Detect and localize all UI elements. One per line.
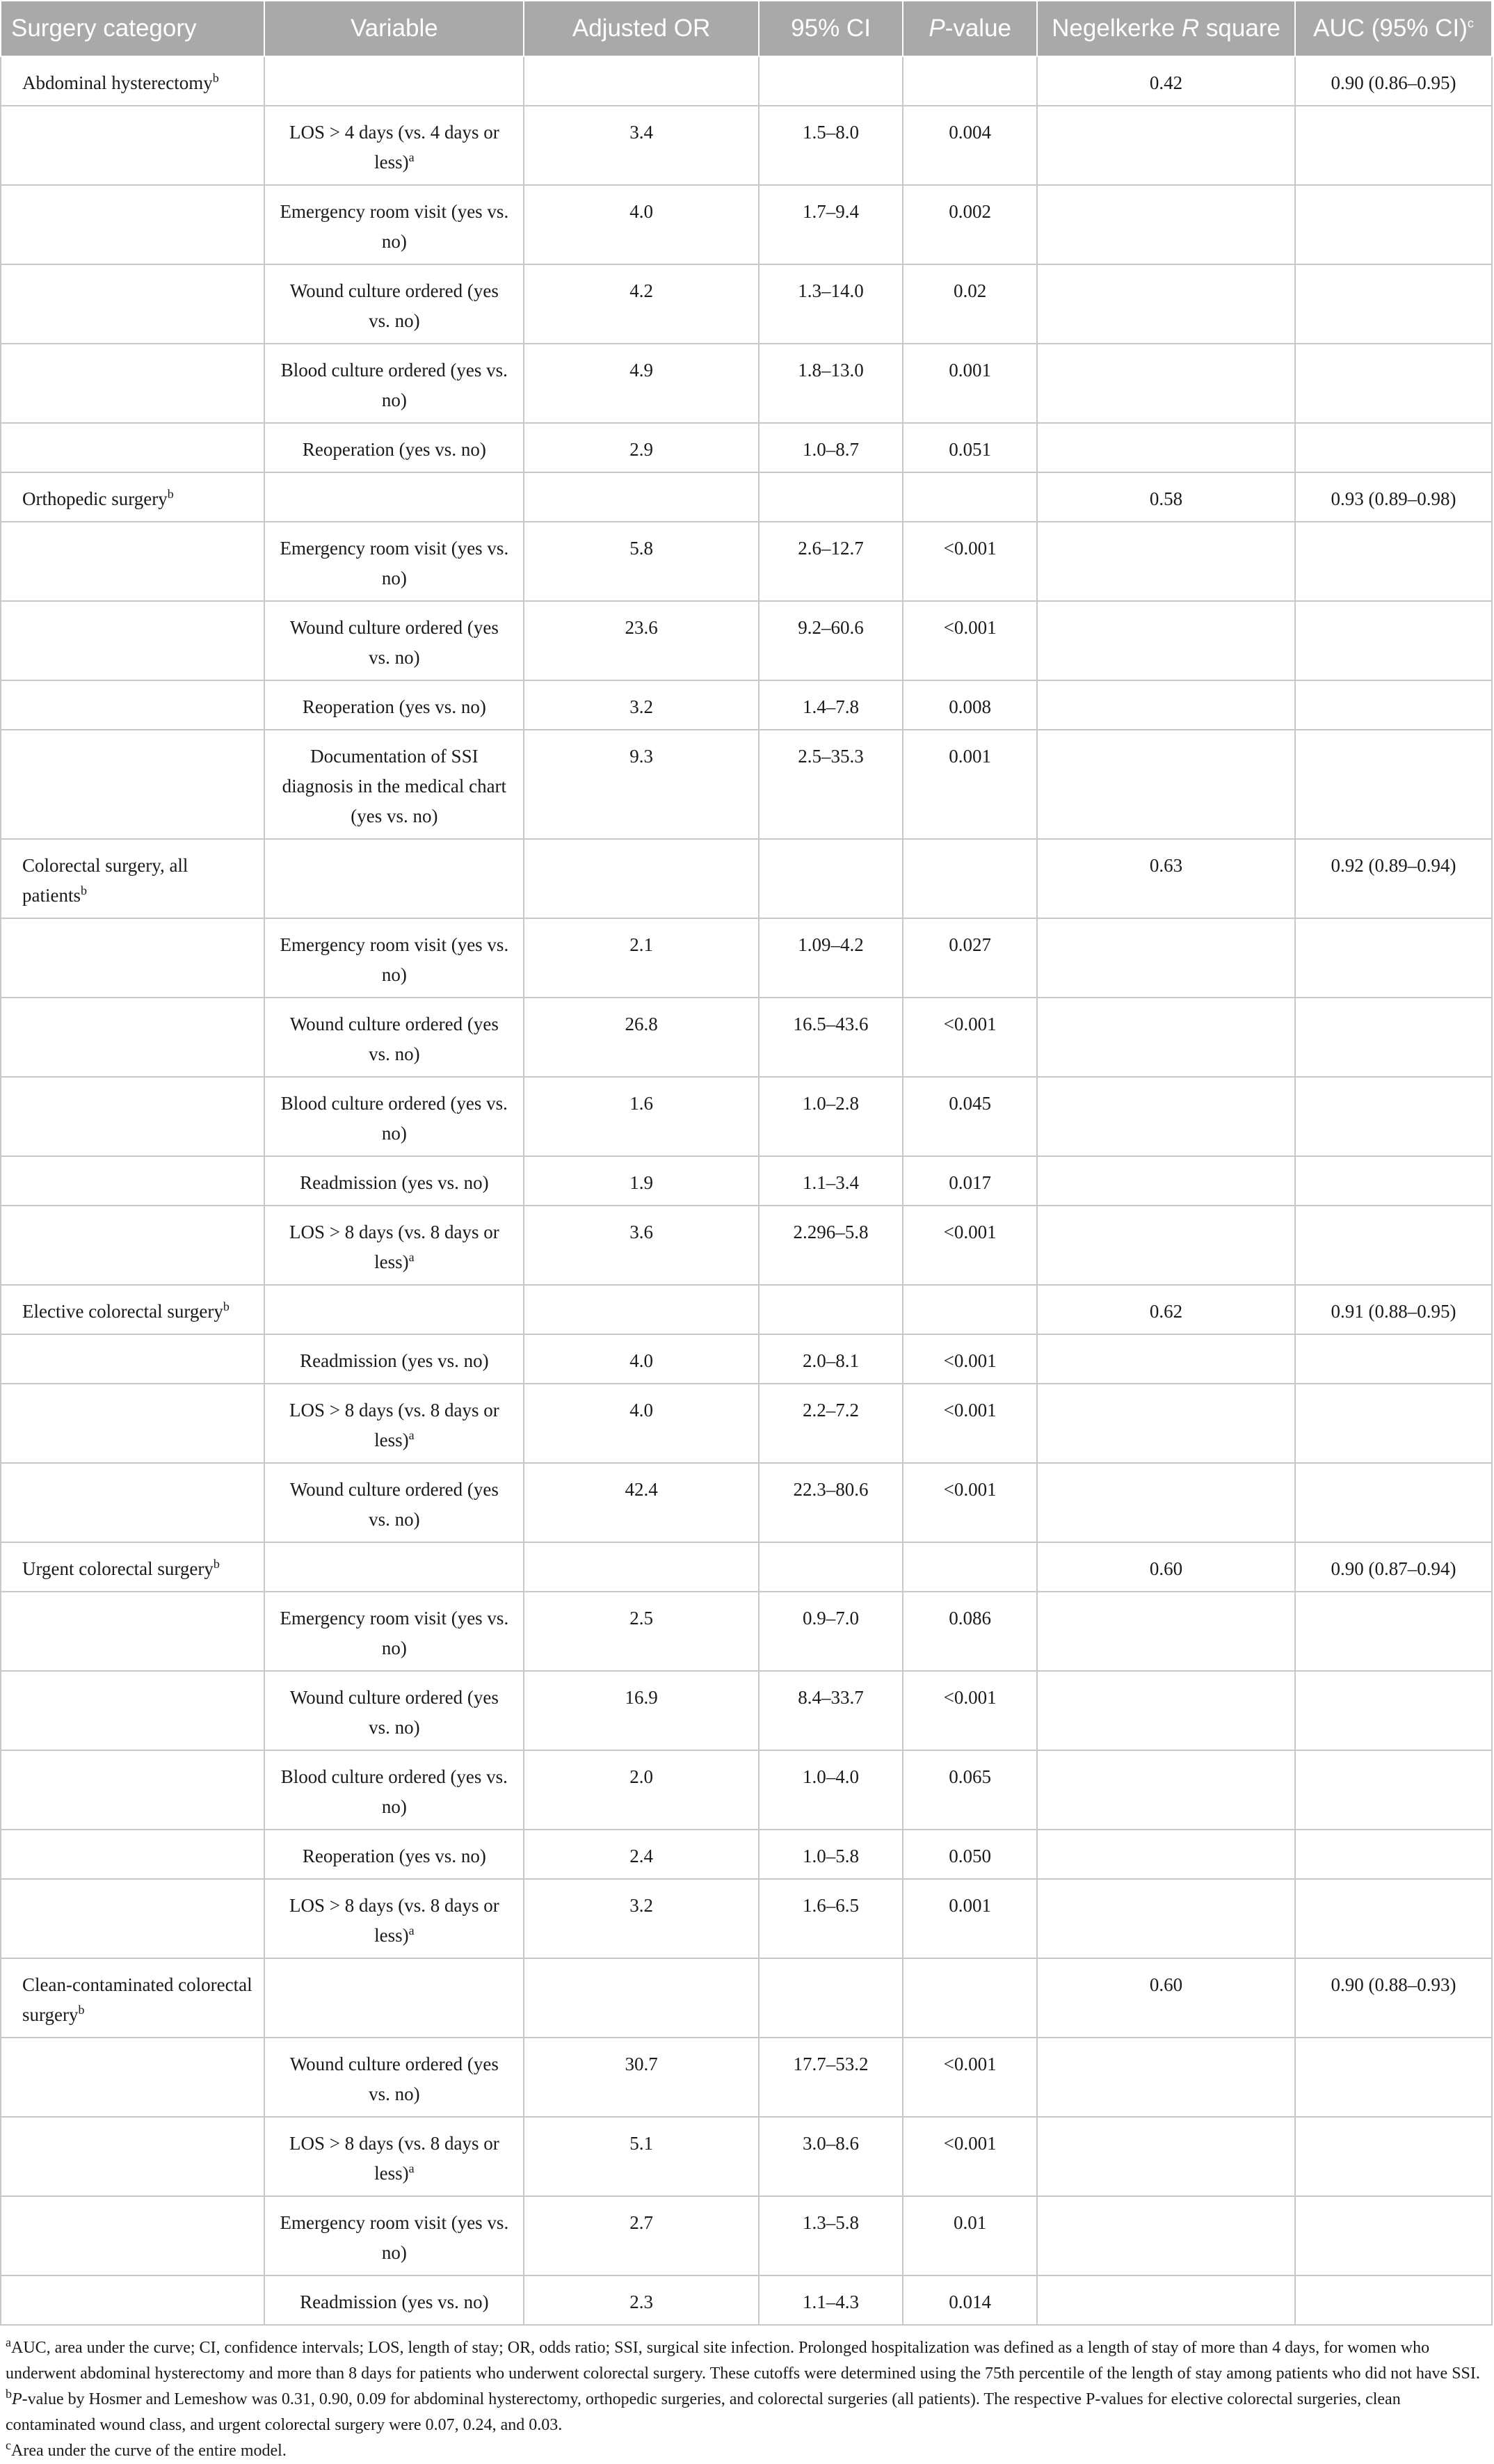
table-row <box>1 680 1492 730</box>
ci-cell: 1.5–8.0 <box>759 106 903 185</box>
empty-cell <box>1 1206 264 1285</box>
empty-cell <box>1 423 264 472</box>
p-value-cell: <0.001 <box>903 1671 1037 1750</box>
empty-cell <box>1295 106 1492 185</box>
adjusted-or-cell: 30.7 <box>524 2038 758 2117</box>
table-row <box>1 1384 1492 1463</box>
empty-cell <box>1037 1671 1295 1750</box>
ci-cell: 8.4–33.7 <box>759 1671 903 1750</box>
category-row <box>1 1958 1492 2038</box>
adjusted-or-cell: 3.2 <box>524 1879 758 1958</box>
adjusted-or-cell: 3.2 <box>524 680 758 730</box>
empty-cell <box>1 1750 264 1830</box>
table-row <box>1 918 1492 998</box>
adjusted-or-cell: 9.3 <box>524 730 758 839</box>
empty-cell <box>1295 2038 1492 2117</box>
variable-cell: Blood culture ordered (yes vs. no) <box>264 344 524 423</box>
p-value-cell: 0.051 <box>903 423 1037 472</box>
empty-cell <box>1 1879 264 1958</box>
r-square-cell: 0.60 <box>1037 1542 1295 1592</box>
p-value-cell: <0.001 <box>903 1334 1037 1384</box>
variable-cell: Emergency room visit (yes vs. no) <box>264 1592 524 1671</box>
table-body <box>1 56 1492 2325</box>
empty-cell <box>1295 1592 1492 1671</box>
r-square-cell: 0.63 <box>1037 839 1295 918</box>
empty-cell <box>1295 1830 1492 1879</box>
ci-cell: 17.7–53.2 <box>759 2038 903 2117</box>
header-auc: AUC (95% CI)$^c$ <box>1295 1 1492 56</box>
surgery-category-cell: Elective colorectal surgery$^b$ <box>1 1285 264 1334</box>
variable-cell: Documentation of SSI diagnosis in the medical chart (yes vs. no) <box>264 730 524 839</box>
empty-cell <box>1295 264 1492 344</box>
auc-cell: 0.90 (0.88–0.93) <box>1295 1958 1492 2038</box>
empty-cell <box>1295 1334 1492 1384</box>
p-value-cell: 0.001 <box>903 730 1037 839</box>
p-value-cell: 0.001 <box>903 344 1037 423</box>
p-value-cell: 0.02 <box>903 264 1037 344</box>
adjusted-or-cell: 4.0 <box>524 185 758 264</box>
table-row <box>1 1206 1492 1285</box>
empty-cell <box>1 918 264 998</box>
ci-cell: 1.1–4.3 <box>759 2275 903 2325</box>
p-value-cell: <0.001 <box>903 998 1037 1077</box>
empty-cell <box>1037 1879 1295 1958</box>
auc-cell: 0.93 (0.89–0.98) <box>1295 472 1492 522</box>
category-row <box>1 56 1492 106</box>
table-row <box>1 1879 1492 1958</box>
empty-cell <box>759 472 903 522</box>
variable-cell: Wound culture ordered (yes vs. no) <box>264 601 524 680</box>
variable-cell: Wound culture ordered (yes vs. no) <box>264 264 524 344</box>
table-row <box>1 730 1492 839</box>
ci-cell: 2.6–12.7 <box>759 522 903 601</box>
empty-cell <box>524 839 758 918</box>
table-row <box>1 2196 1492 2275</box>
p-value-cell: <0.001 <box>903 1384 1037 1463</box>
table-row <box>1 601 1492 680</box>
empty-cell <box>1037 1463 1295 1542</box>
header-p-value: P-value <box>903 1 1037 56</box>
adjusted-or-cell: 2.9 <box>524 423 758 472</box>
table-row <box>1 522 1492 601</box>
p-value-cell: <0.001 <box>903 601 1037 680</box>
empty-cell <box>1295 423 1492 472</box>
p-value-cell: <0.001 <box>903 2038 1037 2117</box>
header-variable: Variable <box>264 1 524 56</box>
empty-cell <box>1295 1206 1492 1285</box>
adjusted-or-cell: 23.6 <box>524 601 758 680</box>
table-row <box>1 1830 1492 1879</box>
empty-cell <box>1295 680 1492 730</box>
empty-cell <box>1037 2275 1295 2325</box>
empty-cell <box>1295 1384 1492 1463</box>
ci-cell: 2.2–7.2 <box>759 1384 903 1463</box>
empty-cell <box>1 344 264 423</box>
empty-cell <box>1 1830 264 1879</box>
ci-cell: 1.3–5.8 <box>759 2196 903 2275</box>
empty-cell <box>524 56 758 106</box>
empty-cell <box>1295 2196 1492 2275</box>
empty-cell <box>1037 522 1295 601</box>
variable-cell: Readmission (yes vs. no) <box>264 1156 524 1206</box>
auc-cell: 0.92 (0.89–0.94) <box>1295 839 1492 918</box>
empty-cell <box>1295 601 1492 680</box>
empty-cell <box>1 264 264 344</box>
ci-cell: 1.1–3.4 <box>759 1156 903 1206</box>
r-square-cell: 0.58 <box>1037 472 1295 522</box>
adjusted-or-cell: 2.1 <box>524 918 758 998</box>
ci-cell: 2.0–8.1 <box>759 1334 903 1384</box>
variable-cell: Wound culture ordered (yes vs. no) <box>264 2038 524 2117</box>
empty-cell <box>1 106 264 185</box>
empty-cell <box>1037 1830 1295 1879</box>
empty-cell <box>903 1958 1037 2038</box>
ci-cell: 1.0–8.7 <box>759 423 903 472</box>
ci-cell: 1.0–4.0 <box>759 1750 903 1830</box>
r-square-cell: 0.62 <box>1037 1285 1295 1334</box>
empty-cell <box>1295 1879 1492 1958</box>
empty-cell <box>1 601 264 680</box>
variable-cell: Wound culture ordered (yes vs. no) <box>264 998 524 1077</box>
p-value-cell: 0.002 <box>903 185 1037 264</box>
empty-cell <box>903 56 1037 106</box>
empty-cell <box>1 998 264 1077</box>
category-row <box>1 1285 1492 1334</box>
empty-cell <box>903 839 1037 918</box>
variable-cell: LOS > 8 days (vs. 8 days or less)$^a$ <box>264 1206 524 1285</box>
ci-cell: 0.9–7.0 <box>759 1592 903 1671</box>
empty-cell <box>1295 1463 1492 1542</box>
footnote-b: $^b$P-value by Hosmer and Lemeshow was 0.31, 0.90, 0.09 for abdominal hysterectomy, orthopedic surgeries, and colorectal surgeries (all patients). The respective P-values for elective colorectal surgeries, clean contaminated wound class, and urgent colorectal surgery were 0.07, 0.24, and 0.03. <box>6 2387 1401 2434</box>
variable-cell: Emergency room visit (yes vs. no) <box>264 522 524 601</box>
table-row <box>1 344 1492 423</box>
empty-cell <box>1 1592 264 1671</box>
empty-cell <box>1 185 264 264</box>
auc-cell: 0.90 (0.87–0.94) <box>1295 1542 1492 1592</box>
empty-cell <box>1295 1156 1492 1206</box>
empty-cell <box>264 1958 524 2038</box>
p-value-cell: <0.001 <box>903 2117 1037 2196</box>
variable-cell: LOS > 8 days (vs. 8 days or less)$^a$ <box>264 1879 524 1958</box>
empty-cell <box>264 1285 524 1334</box>
category-row <box>1 472 1492 522</box>
empty-cell <box>759 839 903 918</box>
empty-cell <box>1 2117 264 2196</box>
surgery-category-cell: Orthopedic surgery$^b$ <box>1 472 264 522</box>
empty-cell <box>1 1384 264 1463</box>
variable-cell: Readmission (yes vs. no) <box>264 1334 524 1384</box>
adjusted-or-cell: 2.3 <box>524 2275 758 2325</box>
table-row <box>1 1156 1492 1206</box>
ci-cell: 22.3–80.6 <box>759 1463 903 1542</box>
auc-cell: 0.91 (0.88–0.95) <box>1295 1285 1492 1334</box>
p-value-cell: 0.050 <box>903 1830 1037 1879</box>
adjusted-or-cell: 2.4 <box>524 1830 758 1879</box>
empty-cell <box>759 1958 903 2038</box>
empty-cell <box>1 2196 264 2275</box>
ci-cell: 2.296–5.8 <box>759 1206 903 1285</box>
ci-cell: 3.0–8.6 <box>759 2117 903 2196</box>
p-value-cell: 0.01 <box>903 2196 1037 2275</box>
empty-cell <box>1 522 264 601</box>
adjusted-or-cell: 4.9 <box>524 344 758 423</box>
empty-cell <box>1037 1384 1295 1463</box>
variable-cell: Wound culture ordered (yes vs. no) <box>264 1671 524 1750</box>
p-value-cell: 0.008 <box>903 680 1037 730</box>
empty-cell <box>1295 918 1492 998</box>
empty-cell <box>1 680 264 730</box>
ci-cell: 9.2–60.6 <box>759 601 903 680</box>
p-value-cell: 0.027 <box>903 918 1037 998</box>
p-value-cell: <0.001 <box>903 522 1037 601</box>
header-surgery-category: Surgery category <box>1 1 264 56</box>
empty-cell <box>1037 185 1295 264</box>
footnote-a: $^a$AUC, area under the curve; CI, confidence intervals; LOS, length of stay; OR, odds ratio; SSI, surgical site infection. Prolonged hospitalization was defined as a length of stay of more than 4 days, for women who underwent abdominal hysterectomy and more than 8 days for patients who underwent colorectal surgery. These cutoffs were determined using the 75th percentile of the length of stay among patients who did not have SSI. <box>6 2335 1480 2383</box>
header-ci: 95% CI <box>759 1 903 56</box>
empty-cell <box>264 1542 524 1592</box>
variable-cell: LOS > 8 days (vs. 8 days or less)$^a$ <box>264 1384 524 1463</box>
p-value-cell: 0.004 <box>903 106 1037 185</box>
variable-cell: Wound culture ordered (yes vs. no) <box>264 1463 524 1542</box>
empty-cell <box>264 839 524 918</box>
table-row <box>1 264 1492 344</box>
ci-cell: 1.0–5.8 <box>759 1830 903 1879</box>
variable-cell: Emergency room visit (yes vs. no) <box>264 918 524 998</box>
adjusted-or-cell: 5.1 <box>524 2117 758 2196</box>
empty-cell <box>903 1285 1037 1334</box>
empty-cell <box>1037 680 1295 730</box>
p-value-cell: 0.001 <box>903 1879 1037 1958</box>
empty-cell <box>524 1958 758 2038</box>
adjusted-or-cell: 2.0 <box>524 1750 758 1830</box>
table-row <box>1 185 1492 264</box>
p-value-cell: 0.017 <box>903 1156 1037 1206</box>
empty-cell <box>1037 601 1295 680</box>
variable-cell: LOS > 8 days (vs. 8 days or less)$^a$ <box>264 2117 524 2196</box>
empty-cell <box>264 472 524 522</box>
surgery-category-cell: Clean-contaminated colorectal surgery$^b$ <box>1 1958 264 2038</box>
header-row <box>1 1 1492 56</box>
header-r-square: Negelkerke R square <box>1037 1 1295 56</box>
footnote-c: $^c$Area under the curve of the entire model. <box>6 2438 287 2460</box>
variable-cell: Reoperation (yes vs. no) <box>264 1830 524 1879</box>
category-row <box>1 1542 1492 1592</box>
table-row <box>1 2038 1492 2117</box>
empty-cell <box>524 472 758 522</box>
surgery-category-cell: Colorectal surgery, all patients$^b$ <box>1 839 264 918</box>
empty-cell <box>1295 1671 1492 1750</box>
table-row <box>1 1592 1492 1671</box>
empty-cell <box>1037 2196 1295 2275</box>
empty-cell <box>1 1077 264 1156</box>
empty-cell <box>1037 1592 1295 1671</box>
r-square-cell: 0.42 <box>1037 56 1295 106</box>
empty-cell <box>1037 998 1295 1077</box>
empty-cell <box>1037 106 1295 185</box>
empty-cell <box>1037 264 1295 344</box>
table-row <box>1 998 1492 1077</box>
adjusted-or-cell: 1.9 <box>524 1156 758 1206</box>
surgery-category-cell: Abdominal hysterectomy$^b$ <box>1 56 264 106</box>
empty-cell <box>759 1542 903 1592</box>
p-value-cell: <0.001 <box>903 1463 1037 1542</box>
table-row <box>1 1750 1492 1830</box>
adjusted-or-cell: 16.9 <box>524 1671 758 1750</box>
ci-cell: 1.6–6.5 <box>759 1879 903 1958</box>
ci-cell: 2.5–35.3 <box>759 730 903 839</box>
ci-cell: 1.0–2.8 <box>759 1077 903 1156</box>
adjusted-or-cell: 1.6 <box>524 1077 758 1156</box>
variable-cell: Reoperation (yes vs. no) <box>264 423 524 472</box>
empty-cell <box>1037 1750 1295 1830</box>
empty-cell <box>1 1671 264 1750</box>
table-row <box>1 106 1492 185</box>
ci-cell: 16.5–43.6 <box>759 998 903 1077</box>
variable-cell: Emergency room visit (yes vs. no) <box>264 2196 524 2275</box>
ci-cell: 1.4–7.8 <box>759 680 903 730</box>
adjusted-or-cell: 3.4 <box>524 106 758 185</box>
empty-cell <box>1295 1750 1492 1830</box>
empty-cell <box>1037 2117 1295 2196</box>
table-row <box>1 1671 1492 1750</box>
adjusted-or-cell: 2.7 <box>524 2196 758 2275</box>
adjusted-or-cell: 5.8 <box>524 522 758 601</box>
auc-cell: 0.90 (0.86–0.95) <box>1295 56 1492 106</box>
empty-cell <box>759 1285 903 1334</box>
footnotes <box>0 2326 1494 2464</box>
r-square-cell: 0.60 <box>1037 1958 1295 2038</box>
empty-cell <box>903 472 1037 522</box>
p-value-cell: 0.065 <box>903 1750 1037 1830</box>
empty-cell <box>1295 730 1492 839</box>
adjusted-or-cell: 4.2 <box>524 264 758 344</box>
variable-cell: Readmission (yes vs. no) <box>264 2275 524 2325</box>
p-value-cell: 0.045 <box>903 1077 1037 1156</box>
empty-cell <box>1037 1156 1295 1206</box>
empty-cell <box>1295 344 1492 423</box>
table-row <box>1 1077 1492 1156</box>
header-adjusted-or: Adjusted OR <box>524 1 758 56</box>
empty-cell <box>1 2038 264 2117</box>
p-value-cell: 0.014 <box>903 2275 1037 2325</box>
table-row <box>1 2275 1492 2325</box>
variable-cell: Reoperation (yes vs. no) <box>264 680 524 730</box>
table-row <box>1 1334 1492 1384</box>
surgery-category-cell: Urgent colorectal surgery$^b$ <box>1 1542 264 1592</box>
empty-cell <box>1 1334 264 1384</box>
table-row <box>1 1463 1492 1542</box>
empty-cell <box>903 1542 1037 1592</box>
empty-cell <box>1037 1206 1295 1285</box>
adjusted-or-cell: 26.8 <box>524 998 758 1077</box>
empty-cell <box>524 1542 758 1592</box>
empty-cell <box>1 730 264 839</box>
empty-cell <box>524 1285 758 1334</box>
empty-cell <box>1037 344 1295 423</box>
empty-cell <box>1295 1077 1492 1156</box>
variable-cell: LOS > 4 days (vs. 4 days or less)$^a$ <box>264 106 524 185</box>
ci-cell: 1.7–9.4 <box>759 185 903 264</box>
ci-cell: 1.09–4.2 <box>759 918 903 998</box>
variable-cell: Emergency room visit (yes vs. no) <box>264 185 524 264</box>
empty-cell <box>1037 2038 1295 2117</box>
empty-cell <box>1037 730 1295 839</box>
adjusted-or-cell: 2.5 <box>524 1592 758 1671</box>
adjusted-or-cell: 3.6 <box>524 1206 758 1285</box>
empty-cell <box>264 56 524 106</box>
empty-cell <box>759 56 903 106</box>
empty-cell <box>1295 998 1492 1077</box>
category-row <box>1 839 1492 918</box>
empty-cell <box>1295 522 1492 601</box>
adjusted-or-cell: 4.0 <box>524 1334 758 1384</box>
empty-cell <box>1037 918 1295 998</box>
ci-cell: 1.3–14.0 <box>759 264 903 344</box>
empty-cell <box>1295 2117 1492 2196</box>
empty-cell <box>1 1156 264 1206</box>
table-header <box>1 1 1492 56</box>
empty-cell <box>1295 2275 1492 2325</box>
adjusted-or-cell: 4.0 <box>524 1384 758 1463</box>
empty-cell <box>1 1463 264 1542</box>
empty-cell <box>1 2275 264 2325</box>
table-row <box>1 423 1492 472</box>
empty-cell <box>1037 423 1295 472</box>
table-row <box>1 2117 1492 2196</box>
empty-cell <box>1037 1334 1295 1384</box>
variable-cell: Blood culture ordered (yes vs. no) <box>264 1750 524 1830</box>
empty-cell <box>1295 185 1492 264</box>
empty-cell <box>1037 1077 1295 1156</box>
p-value-cell: 0.086 <box>903 1592 1037 1671</box>
adjusted-or-cell: 42.4 <box>524 1463 758 1542</box>
variable-cell: Blood culture ordered (yes vs. no) <box>264 1077 524 1156</box>
p-value-cell: <0.001 <box>903 1206 1037 1285</box>
ci-cell: 1.8–13.0 <box>759 344 903 423</box>
